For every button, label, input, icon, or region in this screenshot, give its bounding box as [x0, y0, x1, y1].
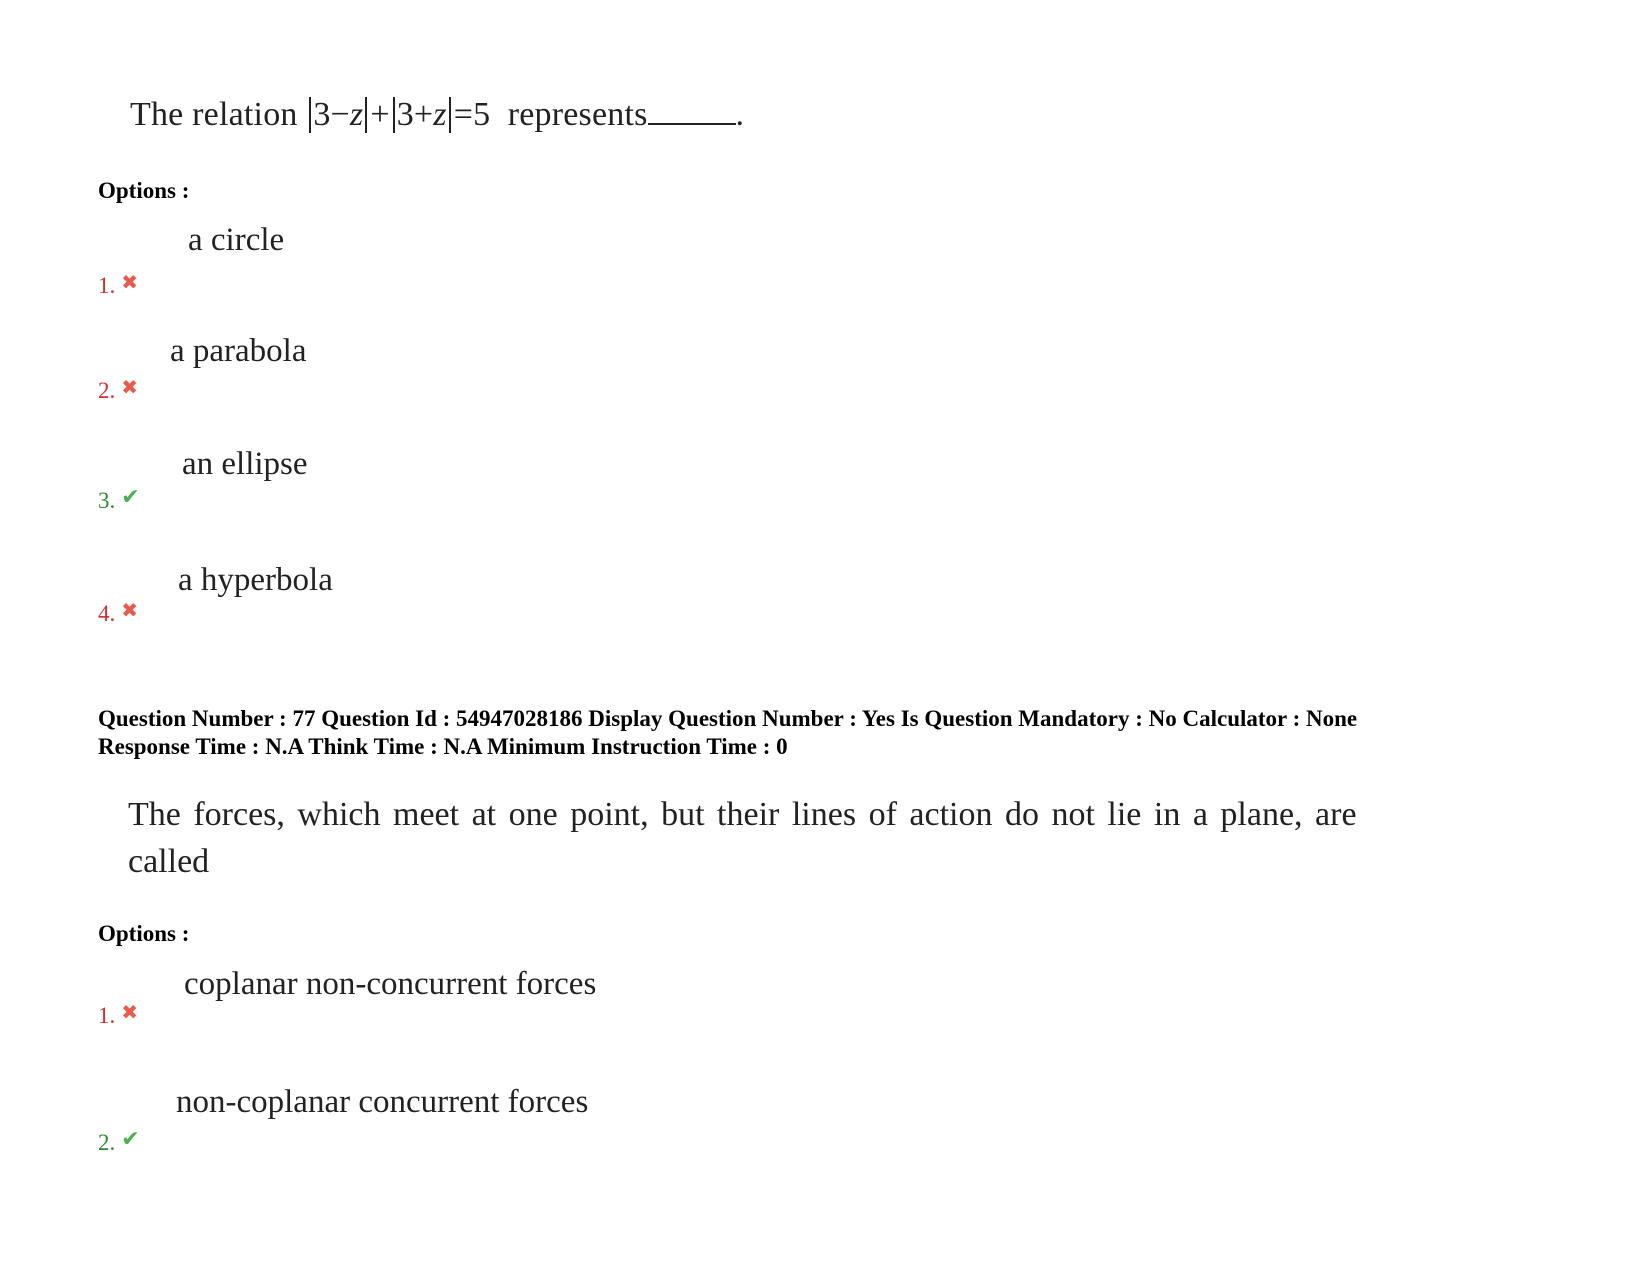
question-meta-line-1: Question Number : 77 Question Id : 54947028186 Display Question Number : Yes Is Question Mandatory : No Calculator : None	[98, 706, 1358, 731]
q1-option-2-number: 2.	[98, 378, 116, 403]
question-1-suffix: represents	[507, 96, 648, 133]
cross-mark-icon: ✖	[121, 1000, 139, 1024]
abs-expression-1	[309, 97, 367, 133]
q1-option-4	[98, 598, 138, 627]
cross-mark-icon: ✖	[121, 375, 139, 399]
cross-mark-icon: ✖	[121, 270, 139, 294]
equals-sign: =	[453, 96, 474, 133]
q1-option-4-text: a hyperbola	[178, 562, 333, 598]
abs1-operator: −	[330, 96, 350, 133]
q2-option-2	[98, 1127, 140, 1156]
question-1-text	[130, 96, 744, 134]
q1-option-1	[98, 270, 138, 299]
abs2-number: 3	[396, 96, 414, 133]
q2-option-1-text: coplanar non-concurrent forces	[184, 966, 597, 1002]
question-2-text-line-1: The forces, which meet at one point, but their lines of action do not lie in a plane, are	[128, 796, 1357, 833]
options-label-1: Options :	[98, 178, 190, 203]
q1-option-3-number: 3.	[98, 488, 116, 513]
q2-option-2-text: non-coplanar concurrent forces	[176, 1084, 589, 1120]
q1-option-1-text: a circle	[188, 222, 285, 258]
question-1-prefix: The relation	[130, 96, 298, 133]
q1-option-3	[98, 485, 140, 514]
question-1-end: .	[735, 96, 745, 133]
abs2-variable: z	[433, 96, 447, 133]
abs1-number: 3	[313, 96, 331, 133]
q1-option-2-text: a parabola	[170, 333, 307, 369]
abs1-variable: z	[349, 96, 364, 133]
q1-option-2	[98, 375, 138, 404]
question-2-text-line-2: called	[128, 843, 210, 880]
question-meta-line-2: Response Time : N.A Think Time : N.A Minimum Instruction Time : 0	[98, 734, 788, 759]
answer-blank	[648, 101, 736, 125]
q1-option-3-text: an ellipse	[182, 446, 308, 482]
q2-option-1	[98, 1000, 138, 1029]
cross-mark-icon: ✖	[121, 598, 139, 622]
abs2-operator: +	[413, 96, 434, 133]
plus-sign: +	[370, 96, 390, 133]
abs-expression-2	[393, 97, 451, 133]
q1-option-1-number: 1.	[98, 273, 116, 298]
question-1-equation	[306, 96, 499, 133]
options-label-2: Options :	[98, 921, 190, 946]
check-mark-icon: ✔	[121, 485, 140, 510]
equation-rhs: 5	[473, 96, 491, 133]
q1-option-4-number: 4.	[98, 601, 116, 626]
q2-option-2-number: 2.	[98, 1130, 116, 1155]
check-mark-icon: ✔	[121, 1127, 140, 1152]
q2-option-1-number: 1.	[98, 1003, 116, 1028]
